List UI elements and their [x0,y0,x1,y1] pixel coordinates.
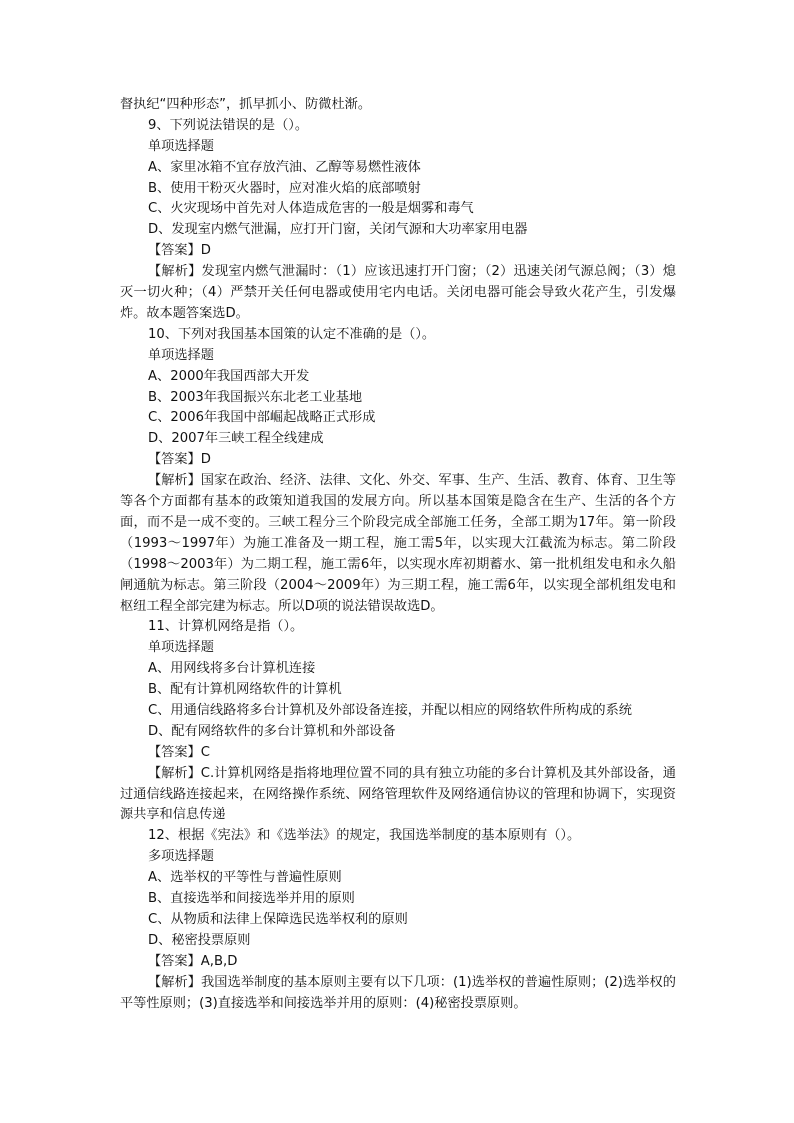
question-stem: 11、计算机网络是指（）。 [148,619,304,635]
option-c: C、2006年我国中部崛起战略正式形成 [148,410,376,426]
question-type: 单项选择题 [148,138,214,154]
option-c: C、火灾现场中首先对人体造成危害的一般是烟雾和毒气 [148,201,474,217]
analysis: 【解析】我国选举制度的基本原则主要有以下几项：(1)选举权的普遍性原则；(2)选举权的平等性原则；(3)直接选举和间接选举并用的原则：(4)秘密投票原则。 [120,974,676,1011]
answer: 【答案】C [148,744,210,760]
option-d: D、发现室内燃气泄漏，应打开门窗，关闭气源和大功率家用电器 [148,222,528,238]
option-a: A、2000年我国西部大开发 [148,368,310,384]
option-b: B、使用干粉灭火器时，应对准火焰的底部喷射 [148,180,421,196]
option-d: D、2007年三峡工程全线建成 [148,431,324,447]
answer: 【答案】D [148,243,211,259]
intro-line: 督执纪“四种形态”，抓早抓小、防微杜渐。 [120,97,372,112]
option-c: C、用通信线路将多台计算机及外部设备连接，并配以相应的网络软件所构成的系统 [148,702,632,718]
question-stem: 10、下列对我国基本国策的认定不准确的是（）。 [148,326,436,342]
question-11 [120,617,676,826]
answer: 【答案】A,B,D [148,953,238,969]
answer: 【答案】D [148,452,211,468]
option-b: B、配有计算机网络软件的计算机 [148,682,342,698]
analysis: 【解析】发现室内燃气泄漏时：（1）应该迅速打开门窗；（2）迅速关闭气源总阀；（3）熄灭一切火种；（4）严禁开关任何电器或使用宅内电话。关闭电器可能会导致火花产生，引发爆炸。故本题答案选D。 [120,264,676,321]
question-stem: 9、下列说法错误的是（）。 [148,117,309,133]
option-b: B、直接选举和间接选举并用的原则 [148,891,355,907]
option-b: B、2003年我国振兴东北老工业基地 [148,389,363,405]
option-a: A、用网线将多台计算机连接 [148,661,316,677]
question-12 [120,826,676,1014]
question-type: 多项选择题 [148,849,214,865]
option-a: A、家里冰箱不宜存放汽油、乙醇等易燃性液体 [148,159,421,175]
question-type: 单项选择题 [148,640,214,656]
question-stem: 12、根据《宪法》和《选举法》的规定，我国选举制度的基本原则有（）。 [148,828,581,844]
analysis: 【解析】国家在政治、经济、法律、文化、外交、军事、生产、生活、教育、体育、卫生等等各个方面都有基本的政策知道我国的发展方向。所以基本国策是隐含在生产、生活的各个方面，而不是一成不变的。三峡工程分三个阶段完成全部施工任务，全部工期为17年。第一阶段（1993～1997年）为施工准备及一期工程，施工需5年，以实现大江截流为标志。第二阶段（1998～2003年）为二期工程，施工需6年，以实现水库初期蓄水、第一批机组发电和永久船闸通航为标志。第三阶段（2004～2009年）为三期工程，施工需6年，以实现全部机组发电和枢纽工程全部完建为标志。所以D项的说法错误故选D。 [120,473,676,614]
question-10 [120,325,676,618]
option-c: C、从物质和法律上保障选民选举权利的原则 [148,911,408,927]
question-type: 单项选择题 [148,347,214,363]
document-page [120,95,676,1014]
option-d: D、秘密投票原则 [148,932,251,948]
option-d: D、配有网络软件的多台计算机和外部设备 [148,723,396,739]
option-a: A、选举权的平等性与普遍性原则 [148,870,342,886]
question-9 [120,116,676,325]
analysis: 【解析】C.计算机网络是指将地理位置不同的具有独立功能的多台计算机及其外部设备，通过通信线路连接起来，在网络操作系统、网络管理软件及网络通信协议的管理和协调下，实现资源共享和信息传递 [120,765,676,823]
